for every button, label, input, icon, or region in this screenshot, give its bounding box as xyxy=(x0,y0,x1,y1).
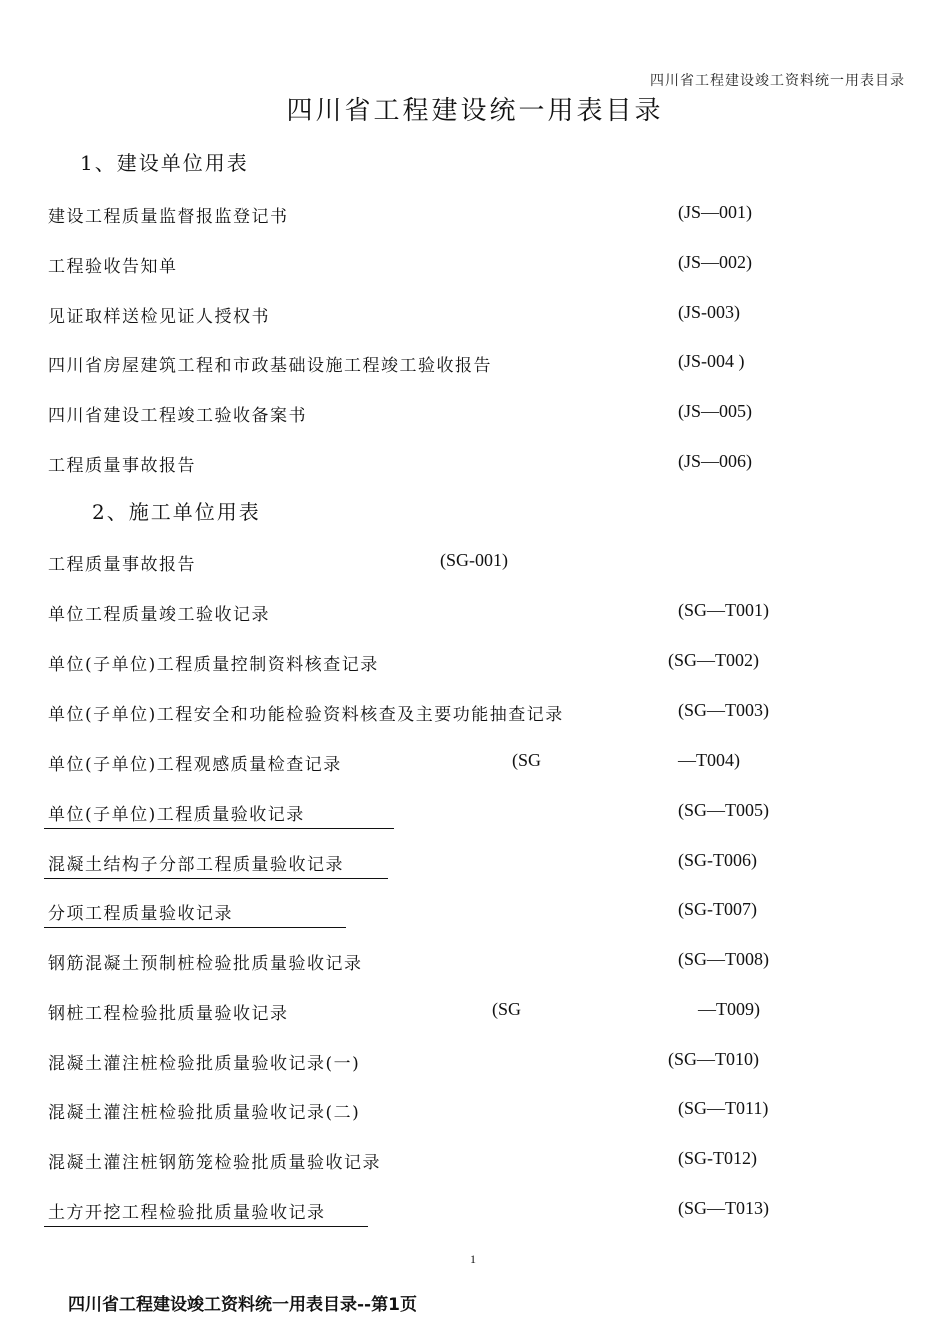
list-item-name: 四川省房屋建筑工程和市政基础设施工程竣工验收报告 xyxy=(48,356,492,376)
list-item-name: 单位(子单位)工程观感质量检查记录 xyxy=(48,755,342,775)
list-item-name: 混凝土灌注桩检验批质量验收记录(二) xyxy=(48,1103,361,1123)
list-item-name-underlined: 单位(子单位)工程质量验收记录 xyxy=(44,800,394,829)
list-item-code: (SG—T001) xyxy=(678,600,769,620)
list-item-name: 四川省建设工程竣工验收备案书 xyxy=(48,406,307,426)
list-item-code: (JS—001) xyxy=(678,202,753,222)
list-item-name: 工程质量事故报告 xyxy=(48,456,196,476)
page-number: 1 xyxy=(470,1252,476,1266)
list-item-code: (SG—T002) xyxy=(668,650,759,670)
list-item-name: 见证取样送检见证人授权书 xyxy=(48,307,270,327)
list-item-code: (JS-004 ) xyxy=(678,351,745,371)
list-item-code-part: —T004) xyxy=(678,750,740,770)
list-item-name: 工程质量事故报告 xyxy=(48,555,196,575)
list-item-name: 钢筋混凝土预制桩检验批质量验收记录 xyxy=(48,954,363,974)
list-item-code: (JS-003) xyxy=(678,302,740,322)
list-item-code: (SG-T006) xyxy=(678,850,757,870)
list-item-code: (SG-T007) xyxy=(678,899,757,919)
list-item-name: 单位工程质量竣工验收记录 xyxy=(48,605,270,625)
list-item-code: (SG-T012) xyxy=(678,1148,757,1168)
list-item-code: (JS—006) xyxy=(678,451,753,471)
section-heading-construction-unit: 1、建设单位用表 xyxy=(80,151,249,175)
list-item-code-part: (SG xyxy=(512,750,542,770)
list-item-code-part: —T009) xyxy=(698,999,760,1019)
footer-caption: 四川省工程建设竣工资料统一用表目录--第1页 xyxy=(68,1295,417,1315)
list-item-name-underlined: 分项工程质量验收记录 xyxy=(44,899,346,928)
list-item-code: (JS—005) xyxy=(678,401,753,421)
list-item-code: (SG—T010) xyxy=(668,1049,759,1069)
list-item-name: 单位(子单位)工程安全和功能检验资料核查及主要功能抽查记录 xyxy=(48,705,564,725)
list-item-name-underlined: 土方开挖工程检验批质量验收记录 xyxy=(44,1198,368,1227)
list-item-code: (SG—T005) xyxy=(678,800,769,820)
list-item-code: (SG—T011) xyxy=(678,1098,769,1118)
list-item-name-underlined: 混凝土结构子分部工程质量验收记录 xyxy=(44,850,388,879)
list-item-name: 建设工程质量监督报监登记书 xyxy=(48,207,289,227)
list-item-name: 混凝土灌注桩钢筋笼检验批质量验收记录 xyxy=(48,1153,381,1173)
section-heading-contractor: 2、施工单位用表 xyxy=(92,500,261,524)
list-item-code: (SG—T003) xyxy=(678,700,769,720)
running-header: 四川省工程建设竣工资料统一用表目录 xyxy=(650,73,905,89)
list-item-code-part: (SG xyxy=(492,999,522,1019)
page-title: 四川省工程建设统一用表目录 xyxy=(286,96,664,126)
list-item-name: 钢桩工程检验批质量验收记录 xyxy=(48,1004,289,1024)
list-item-code: (SG—T008) xyxy=(678,949,769,969)
list-item-name: 工程验收告知单 xyxy=(48,257,178,277)
list-item-name: 单位(子单位)工程质量控制资料核查记录 xyxy=(48,655,379,675)
list-item-name: 混凝土灌注桩检验批质量验收记录(一) xyxy=(48,1054,361,1074)
list-item-code: (SG—T013) xyxy=(678,1198,769,1218)
list-item-code: (JS—002) xyxy=(678,252,753,272)
list-item-code: (SG-001) xyxy=(440,550,508,570)
